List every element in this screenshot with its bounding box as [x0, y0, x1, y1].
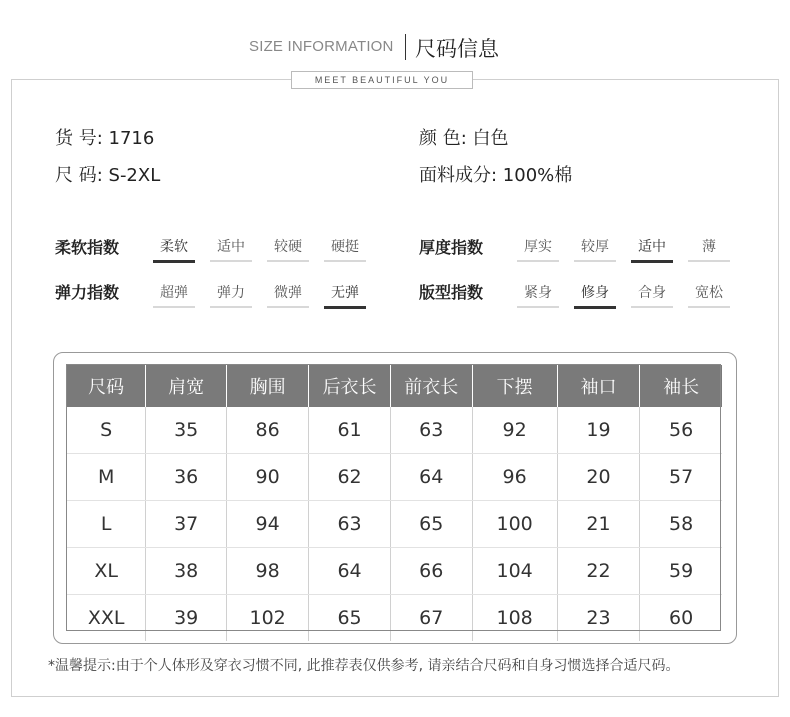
table-cell: 98: [227, 548, 309, 595]
table-cell: 96: [472, 454, 557, 501]
table-cell: 86: [227, 407, 309, 454]
table-cell: 37: [146, 501, 227, 548]
table-cell: 19: [557, 407, 640, 454]
size-note: *温馨提示:由于个人体形及穿衣习惯不同, 此推荐表仅供参考, 请亲结合尺码和自身习惯选择合适尺码。: [48, 658, 680, 674]
table-cell: 39: [146, 595, 227, 642]
table-cell: 64: [309, 548, 391, 595]
column-header: 肩宽: [146, 365, 227, 407]
material-row: [419, 161, 572, 187]
table-cell: L: [67, 501, 146, 548]
size-table-header-row: [67, 365, 722, 407]
header-divider: [405, 34, 406, 60]
table-cell: 65: [390, 501, 472, 548]
column-header: 后衣长: [309, 365, 391, 407]
table-cell: 62: [309, 454, 391, 501]
size-range-label: 尺 码:: [55, 165, 109, 186]
fit-option: 宽松: [688, 282, 730, 308]
item-number-row: [55, 124, 154, 150]
table-cell: 94: [227, 501, 309, 548]
table-cell: 63: [390, 407, 472, 454]
table-cell: 38: [146, 548, 227, 595]
elasticity-option: 无弹: [324, 282, 366, 309]
table-cell: 23: [557, 595, 640, 642]
size-range-value: S-2XL: [108, 165, 161, 186]
header-subtitle: MEET BEAUTIFUL YOU: [291, 71, 473, 89]
material-value: 100%棉: [502, 165, 573, 186]
material-label: 面料成分:: [419, 165, 503, 186]
elasticity-option: 微弹: [267, 282, 309, 308]
thickness-option: 厚实: [517, 236, 559, 262]
thickness-option: 薄: [688, 236, 730, 262]
table-cell: 65: [309, 595, 391, 642]
table-row: [67, 454, 722, 501]
table-cell: 59: [640, 548, 722, 595]
table-cell: XL: [67, 548, 146, 595]
table-cell: 56: [640, 407, 722, 454]
softness-option: 柔软: [153, 236, 195, 263]
table-cell: 64: [390, 454, 472, 501]
header-title-cn: 尺码信息: [415, 37, 499, 61]
thickness-option: 适中: [631, 236, 673, 263]
size-table: [67, 365, 722, 641]
table-row: [67, 407, 722, 454]
size-range-row: [55, 161, 160, 187]
fit-option: 紧身: [517, 282, 559, 308]
table-row: [67, 595, 722, 642]
table-cell: 63: [309, 501, 391, 548]
page-header: [0, 30, 790, 66]
table-cell: 58: [640, 501, 722, 548]
fit-index-label: 版型指数: [419, 283, 484, 302]
table-row: [67, 548, 722, 595]
header-title-en: SIZE INFORMATION: [249, 38, 394, 55]
fit-option: 修身: [574, 282, 616, 309]
table-cell: XXL: [67, 595, 146, 642]
softness-option: 硬挺: [324, 236, 366, 262]
table-cell: 35: [146, 407, 227, 454]
table-cell: 61: [309, 407, 391, 454]
fit-option: 合身: [631, 282, 673, 308]
table-cell: 90: [227, 454, 309, 501]
column-header: 袖长: [640, 365, 722, 407]
column-header: 尺码: [67, 365, 146, 407]
elasticity-option: 超弹: [153, 282, 195, 308]
softness-option: 较硬: [267, 236, 309, 262]
table-cell: 66: [390, 548, 472, 595]
table-cell: 108: [472, 595, 557, 642]
table-cell: 60: [669, 607, 694, 629]
table-cell: 100: [472, 501, 557, 548]
column-header: 胸围: [227, 365, 309, 407]
table-cell: S: [67, 407, 146, 454]
item-number-value: 1716: [108, 128, 155, 149]
table-cell: 20: [557, 454, 640, 501]
table-cell: 21: [557, 501, 640, 548]
table-cell: 92: [472, 407, 557, 454]
table-row: [67, 501, 722, 548]
softness-index-label: 柔软指数: [55, 238, 120, 257]
table-cell: 22: [557, 548, 640, 595]
size-table-container: [53, 352, 737, 644]
softness-option: 适中: [210, 236, 252, 262]
column-header: 下摆: [472, 365, 557, 407]
elasticity-option: 弹力: [210, 282, 252, 308]
table-cell: 57: [640, 454, 722, 501]
column-header: 前衣长: [390, 365, 472, 407]
column-header: 袖口: [557, 365, 640, 407]
table-cell: M: [67, 454, 146, 501]
thickness-option: 较厚: [574, 236, 616, 262]
table-cell: 67: [390, 595, 472, 642]
elasticity-index-label: 弹力指数: [55, 283, 120, 302]
table-cell: 102: [227, 595, 309, 642]
thickness-index-label: 厚度指数: [419, 238, 484, 257]
table-cell: 36: [146, 454, 227, 501]
item-number-label: 货 号:: [55, 128, 109, 149]
color-value: 白色: [472, 128, 509, 149]
color-label: 颜 色:: [419, 128, 473, 149]
table-cell: 104: [472, 548, 557, 595]
color-row: [419, 124, 509, 150]
